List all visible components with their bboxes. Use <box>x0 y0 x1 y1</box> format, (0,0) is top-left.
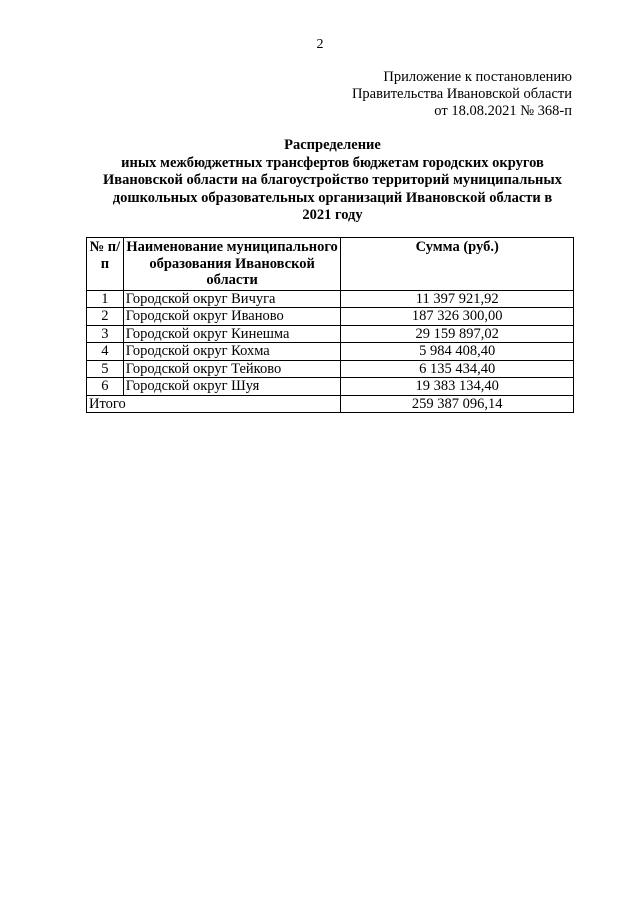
header-num: № п/п <box>87 238 124 291</box>
row-num: 2 <box>87 308 124 326</box>
row-name: Городской округ Тейково <box>123 360 341 378</box>
row-sum: 19 383 134,40 <box>341 378 574 396</box>
header-name: Наименование муниципального образования Ивановской области <box>123 238 341 291</box>
title-line-1: Распределение <box>284 137 381 153</box>
row-sum: 6 135 434,40 <box>341 360 574 378</box>
table-row <box>87 378 574 396</box>
title-line-3: Ивановской области на благоустройство территорий муниципальных <box>103 172 562 188</box>
page-number: 2 <box>316 37 324 52</box>
table-row <box>87 308 574 326</box>
distribution-table <box>86 237 574 413</box>
title-line-4: дошкольных образовательных организаций Ивановской области в <box>112 189 553 206</box>
row-num: 6 <box>87 378 124 396</box>
appendix-reference <box>352 69 572 120</box>
total-sum: 259 387 096,14 <box>341 395 574 413</box>
table-header-row <box>87 238 574 291</box>
table-row <box>87 360 574 378</box>
row-num: 3 <box>87 325 124 343</box>
row-name: Городской округ Кинешма <box>123 325 341 343</box>
row-sum: 5 984 408,40 <box>341 343 574 361</box>
appendix-line-1: Приложение к постановлению <box>383 69 572 85</box>
row-sum: 187 326 300,00 <box>341 308 574 326</box>
table-row <box>87 290 574 308</box>
row-name: Городской округ Вичуга <box>123 290 341 308</box>
row-sum: 29 159 897,02 <box>341 325 574 343</box>
header-sum: Сумма (руб.) <box>341 238 574 291</box>
row-sum: 11 397 921,92 <box>341 290 574 308</box>
row-name: Городской округ Иваново <box>123 308 341 326</box>
row-name: Городской округ Кохма <box>123 343 341 361</box>
row-num: 4 <box>87 343 124 361</box>
title-line-2: иных межбюджетных трансфертов бюджетам городских округов <box>121 154 544 171</box>
title-line-5: 2021 году <box>302 207 363 223</box>
table-row <box>87 325 574 343</box>
appendix-line-3: от 18.08.2021 № 368-п <box>434 103 572 119</box>
total-label: Итого <box>87 395 341 413</box>
document-title <box>85 137 580 225</box>
row-name: Городской округ Шуя <box>123 378 341 396</box>
total-row <box>87 395 574 413</box>
row-num: 5 <box>87 360 124 378</box>
appendix-line-2: Правительства Ивановской области <box>351 86 572 102</box>
row-num: 1 <box>87 290 124 308</box>
table-row <box>87 343 574 361</box>
